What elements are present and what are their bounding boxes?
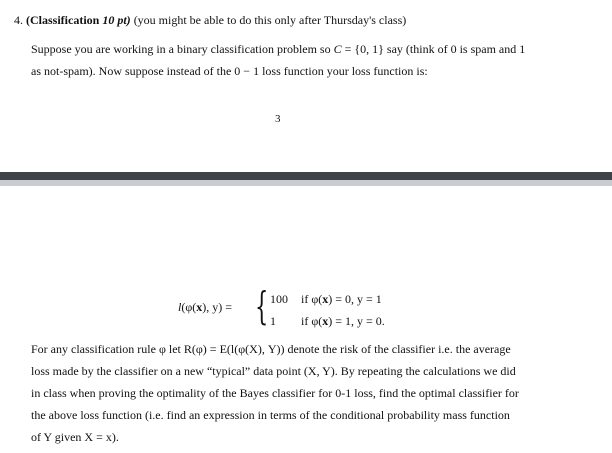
question-line-2: as not-spam). Now suppose instead of the 0 − 1 loss function your loss function is: xyxy=(31,64,428,78)
page-break-bar xyxy=(0,172,612,180)
paragraph-line-5: of Y given X = x). xyxy=(31,430,119,444)
question-line-1 xyxy=(31,42,525,56)
case-2-cond-b: ) = 1, y = 0. xyxy=(328,314,385,328)
cases-brace: { xyxy=(255,284,269,328)
question-number: 4. xyxy=(14,13,23,27)
case-1-cond-a: if φ( xyxy=(301,292,323,306)
paragraph-line-1: For any classification rule φ let R(φ) = E(l(φ(X), Y)) denote the risk of the classifier i.e. the average xyxy=(31,342,511,356)
case-1-cond-b: ) = 0, y = 1 xyxy=(328,292,382,306)
lhs-phi: (φ( xyxy=(181,300,197,314)
question-note: (you might be able to do this only after Thursday's class) xyxy=(133,13,407,27)
case-1-value: 100 xyxy=(270,292,288,306)
paragraph-line-4: the above loss function (i.e. find an expression in terms of the conditional probability mass function xyxy=(31,408,510,422)
case-2-x: x xyxy=(322,314,329,328)
case-1-x: x xyxy=(322,292,329,306)
case-1-condition xyxy=(301,292,382,306)
question-line-1-b: = {0, 1} say (think of 0 is spam and 1 xyxy=(341,42,526,56)
question-heading xyxy=(14,13,406,27)
loss-symbol: l xyxy=(178,300,182,314)
case-2-cond-a: if φ( xyxy=(301,314,323,328)
question-points: 10 pt) xyxy=(102,13,131,27)
paragraph-line-2: loss made by the classifier on a new “typical” data point (X, Y). By repeating the calculations we did xyxy=(31,364,516,378)
case-2-value: 1 xyxy=(270,314,276,328)
class-set-symbol: C xyxy=(333,42,342,56)
lhs-end: ), y) = xyxy=(202,300,233,314)
paragraph-line-3: in class when proving the optimality of the Bayes classifier for 0-1 loss, find the optimal classifier for xyxy=(31,386,519,400)
lhs-x: x xyxy=(196,300,203,314)
question-line-1-a: Suppose you are working in a binary classification problem so xyxy=(31,42,334,56)
loss-function-lhs xyxy=(178,300,232,314)
case-2-condition xyxy=(301,314,385,328)
page-number: 3 xyxy=(275,113,281,125)
page-break-shadow xyxy=(0,180,612,186)
question-title: (Classification xyxy=(26,13,100,27)
